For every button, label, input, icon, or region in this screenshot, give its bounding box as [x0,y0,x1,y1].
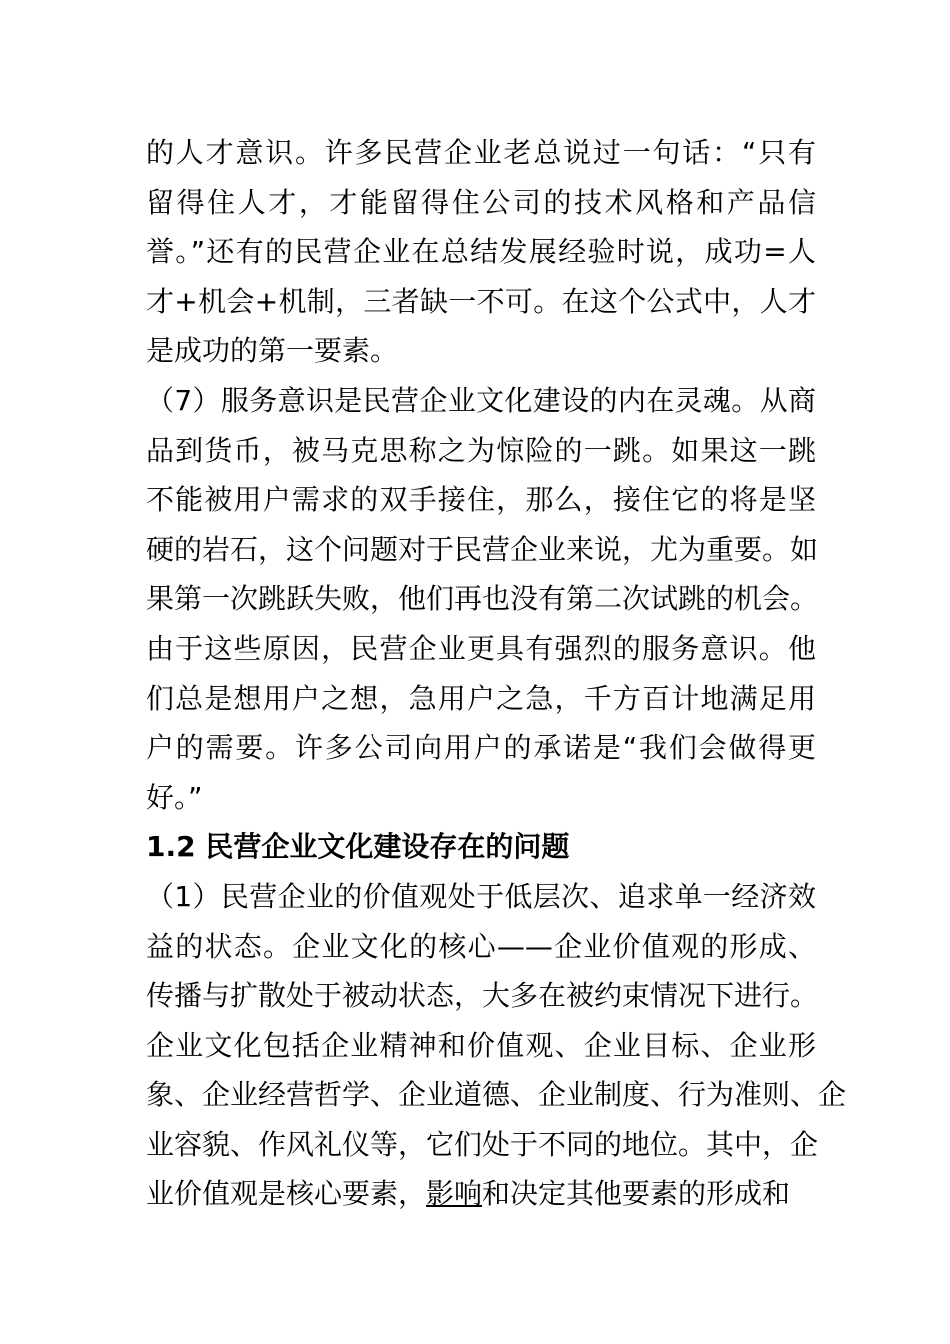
text-line: 户的需要。许多公司向用户的承诺是“我们会做得更 [146,731,816,765]
text-line: 象、企业经营哲学、企业道德、企业制度、行为准则、企 [146,1078,847,1112]
text-line: 是成功的第一要素。 [146,334,399,368]
text-line: 益的状态。企业文化的核心——企业价值观的形成、 [146,929,816,963]
text-line: 不能被用户需求的双手接住，那么，接住它的将是坚 [146,483,816,517]
text-line: 们总是想用户之想，急用户之急，千方百计地满足用 [146,681,816,715]
text-line: 才+机会+机制，三者缺一不可。在这个公式中，人才 [146,284,816,318]
paragraph-service-awareness [146,376,819,822]
text-line: 品到货币，被马克思称之为惊险的一跳。如果这一跳 [146,433,816,467]
section-heading: 1.2 民营企业文化建设存在的问题 [146,830,570,864]
text-line: 果第一次跳跃失败，他们再也没有第二次试跳的机会。 [146,582,819,616]
text-line: 硬的岩石，这个问题对于民营企业来说，尤为重要。如 [146,532,819,566]
text-line: 好。” [146,780,203,814]
paragraph-problems [146,872,847,1219]
text-line: （7）服务意识是民营企业文化建设的内在灵魂。从商 [146,383,816,417]
text-line: 传播与扩散处于被动状态，大多在被约束情况下进行。 [146,979,819,1013]
text-line: 企业文化包括企业精神和价值观、企业目标、企业形 [146,1028,816,1062]
text-line: 誉。”还有的民营企业在总结发展经验时说，成功=人 [146,235,816,269]
text-line-with-link [146,1169,816,1219]
link-influence[interactable]: 影响 [426,1177,483,1211]
text-line: 由于这些原因，民营企业更具有强烈的服务意识。他 [146,631,816,665]
text-segment: 业价值观是核心要素， [146,1177,427,1211]
text-line: （1）民营企业的价值观处于低层次、追求单一经济效 [146,879,816,913]
text-line: 的人才意识。许多民营企业老总说过一句话：“只有 [146,136,816,169]
text-line: 留得住人才，才能留得住公司的技术风格和产品信 [146,185,816,219]
text-segment: 和决定其他要素的形成和 [482,1177,791,1211]
document-page [146,128,847,1219]
paragraph-talent [146,128,816,376]
text-line: 业容貌、作风礼仪等，它们处于不同的地位。其中，企 [146,1127,819,1161]
